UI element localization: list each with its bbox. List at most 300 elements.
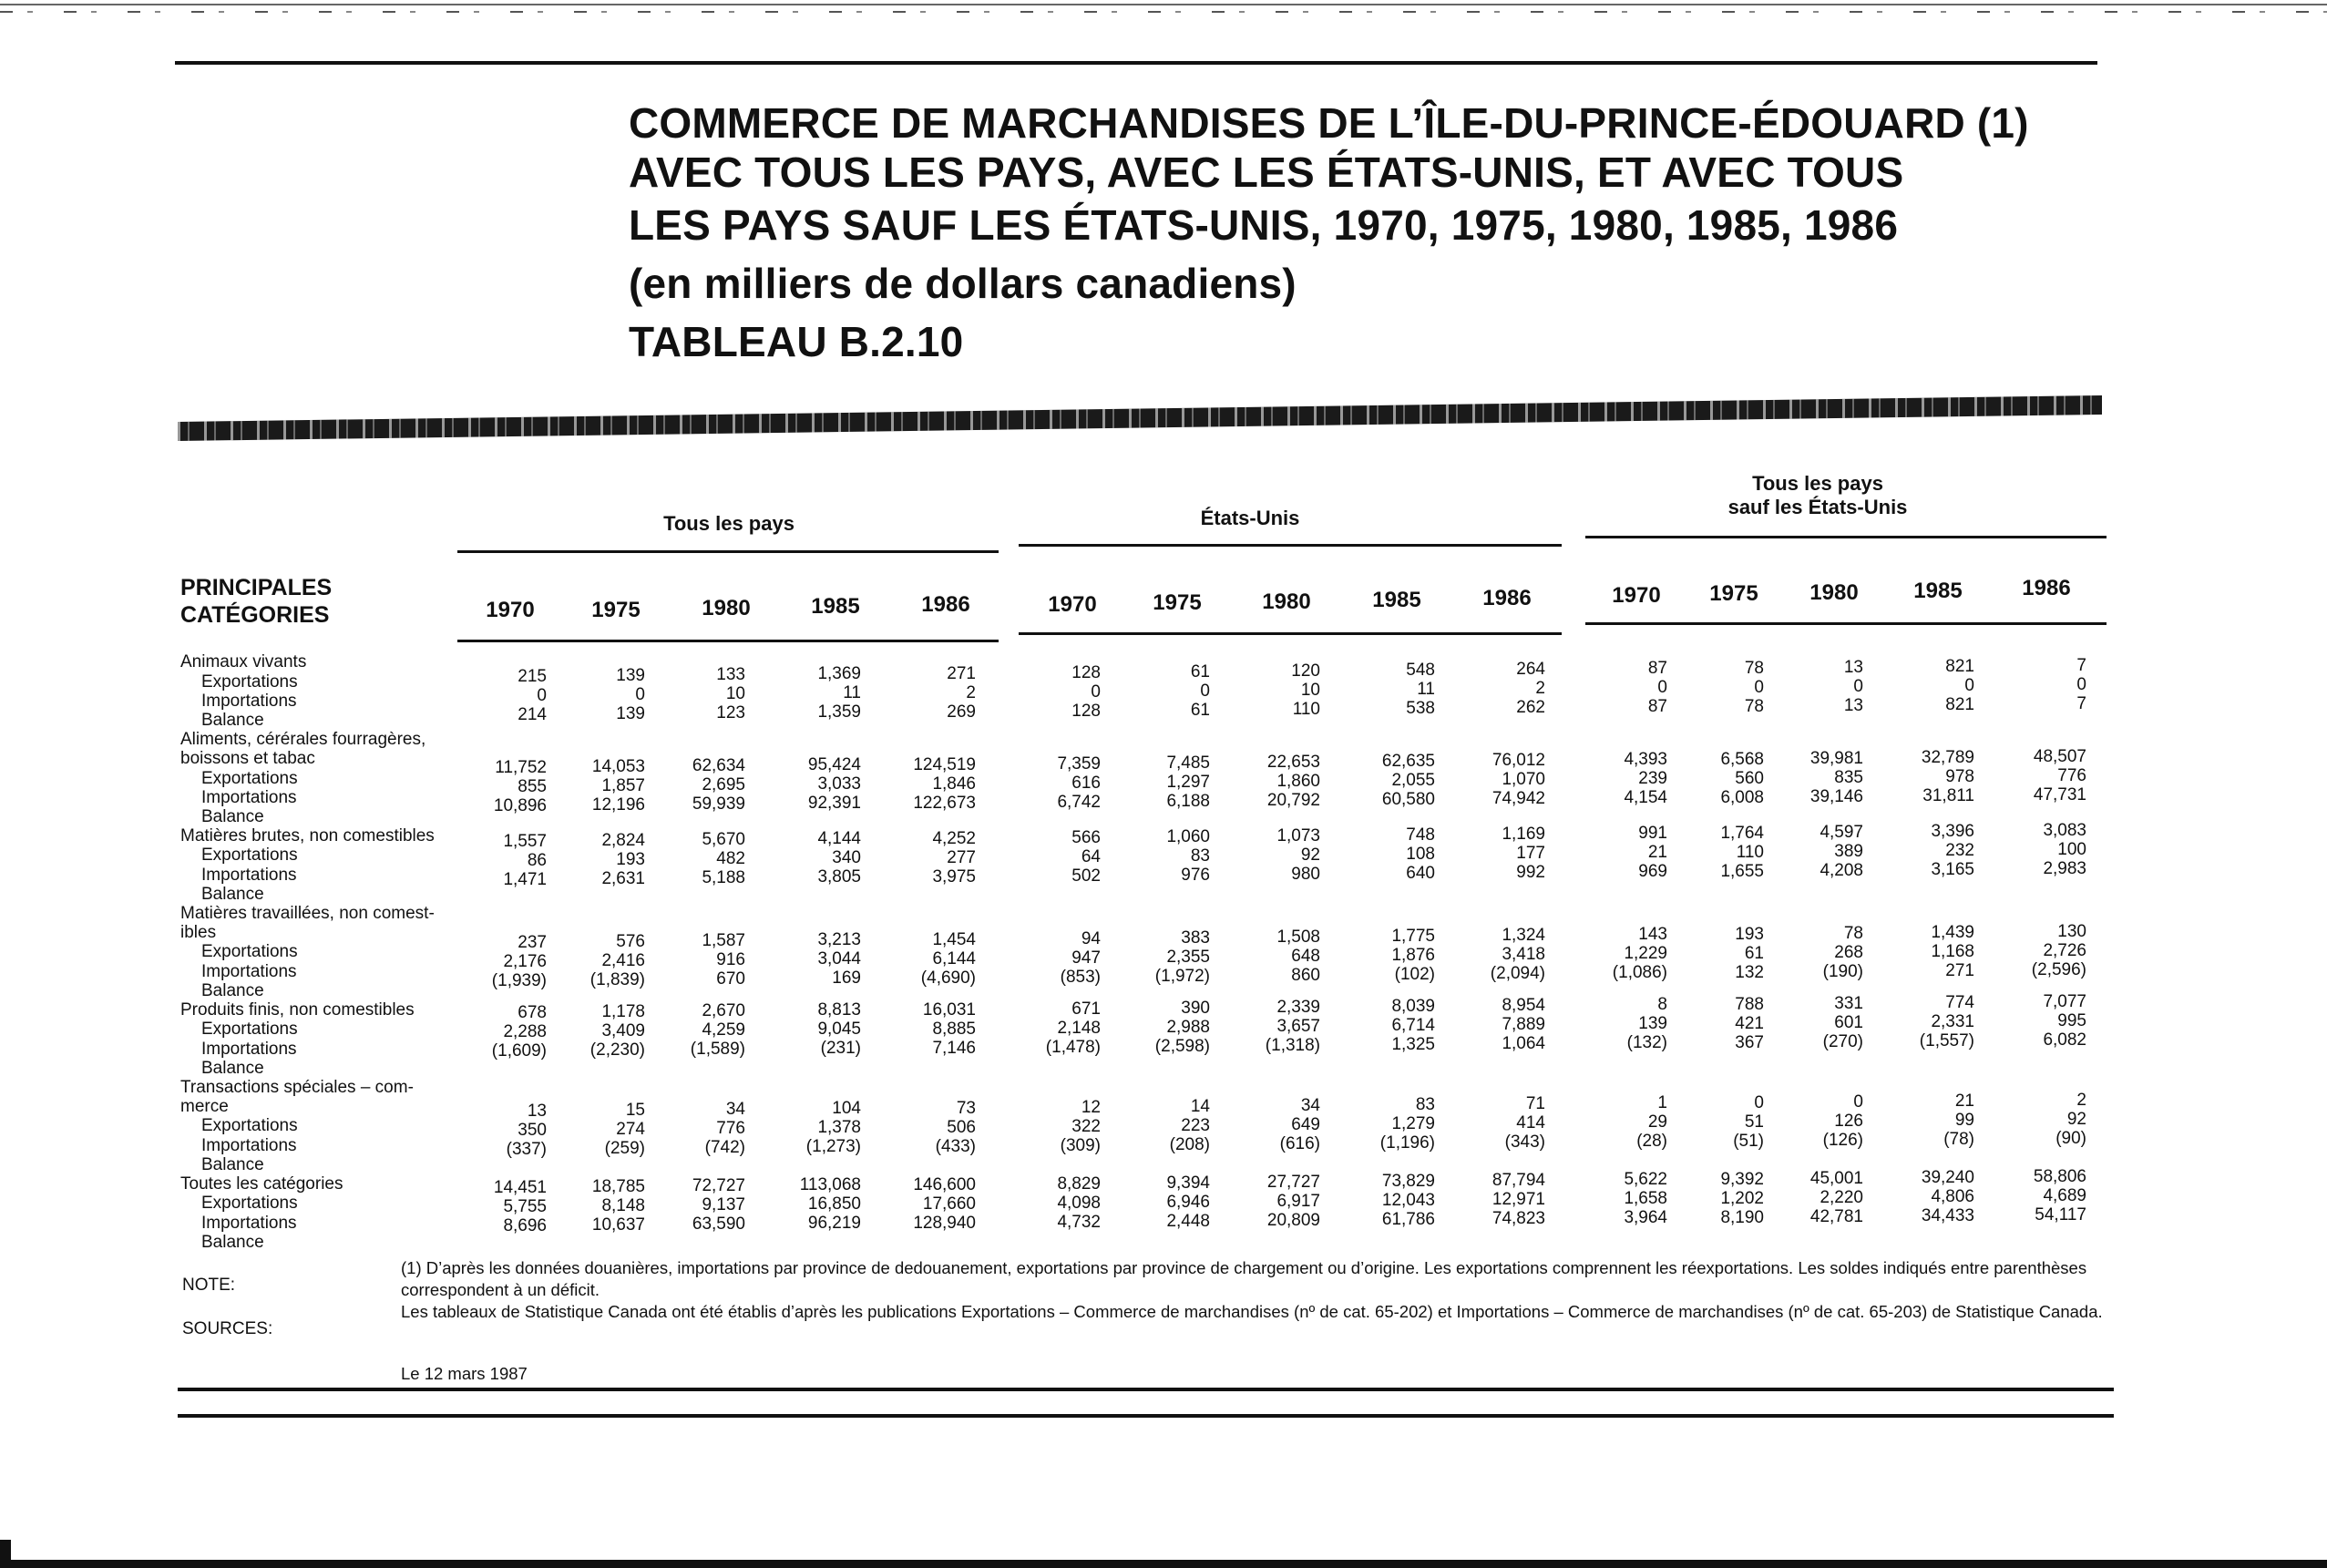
table-cell: 169 — [832, 968, 861, 988]
year-header: 1986 — [1482, 586, 1532, 610]
table-cell: 855 — [518, 777, 547, 796]
table-cell: 54,117 — [2035, 1205, 2086, 1225]
table-cell: 2,176 — [503, 952, 547, 971]
year-header: 1970 — [1612, 583, 1661, 608]
year-rule-1 — [457, 640, 999, 642]
table-cell: 367 — [1735, 1033, 1764, 1052]
year-header: 1975 — [591, 598, 641, 622]
table-cell: 239 — [1638, 769, 1667, 788]
category-header — [180, 574, 332, 629]
table-cell: 232 — [1945, 841, 1974, 860]
table-cell: 670 — [716, 969, 745, 989]
table-cell: 133 — [716, 665, 745, 684]
table-cell: 21 — [1954, 1091, 1974, 1111]
table-cell: 8,190 — [1720, 1208, 1764, 1227]
table-cell: 860 — [1291, 966, 1320, 985]
table-cell: 340 — [832, 848, 861, 867]
table-cell: 414 — [1516, 1113, 1545, 1132]
row-category-label: Transactions spéciales – com- — [180, 1078, 414, 1097]
table-cell: 20,809 — [1266, 1211, 1320, 1230]
table-cell: 193 — [1735, 925, 1764, 944]
table-cell: 8,954 — [1502, 996, 1545, 1015]
row-sublabel: Exportations — [201, 845, 298, 865]
table-cell: 8,813 — [817, 1000, 861, 1020]
table-cell: 7,146 — [932, 1039, 976, 1058]
table-cell: 92,391 — [807, 794, 861, 813]
table-cell: 1,229 — [1624, 944, 1667, 963]
table-cell: 969 — [1638, 862, 1667, 881]
table-cell: (2,596) — [2031, 960, 2086, 979]
table-cell: 0 — [1853, 1092, 1863, 1112]
table-cell: 1,060 — [1166, 827, 1210, 846]
table-cell: 215 — [518, 667, 547, 686]
table-cell: 17,660 — [922, 1194, 976, 1214]
table-cell: 268 — [1834, 943, 1863, 962]
table-cell: 4,144 — [817, 829, 861, 848]
row-sublabel: Importations — [201, 962, 297, 981]
row-sublabel: Exportations — [201, 672, 298, 692]
table-cell: 1,587 — [702, 931, 745, 950]
table-cell: 649 — [1291, 1115, 1320, 1134]
table-cell: 78 — [1744, 659, 1764, 678]
table-cell: 95,424 — [807, 755, 861, 774]
table-cell: 8,148 — [601, 1196, 645, 1215]
row-category-label: Aliments, cérérales fourragères, — [180, 730, 426, 749]
year-header: 1975 — [1709, 581, 1758, 606]
table-cell: 11,752 — [495, 758, 547, 777]
table-cell: 678 — [518, 1003, 547, 1022]
table-cell: 73 — [956, 1099, 976, 1118]
table-cell: 0 — [1964, 676, 1974, 695]
table-cell: 4,154 — [1624, 788, 1667, 807]
table-cell: 2,220 — [1820, 1188, 1863, 1207]
table-cell: 177 — [1516, 844, 1545, 863]
table-cell: 2,148 — [1057, 1019, 1101, 1038]
table-cell: 776 — [716, 1119, 745, 1138]
table-cell: 139 — [616, 704, 645, 723]
table-cell: 15 — [625, 1101, 645, 1120]
table-cell: 62,635 — [1381, 752, 1435, 771]
table-cell: (231) — [820, 1039, 861, 1058]
table-cell: 2 — [966, 683, 976, 702]
table-cell: 99 — [1954, 1111, 1974, 1130]
table-cell: 7,077 — [2043, 992, 2086, 1011]
table-cell: (1,839) — [589, 970, 645, 989]
table-cell: 1,064 — [1502, 1034, 1545, 1053]
table-cell: 34 — [1300, 1096, 1320, 1115]
table-cell: 16,031 — [922, 1000, 976, 1020]
table-cell: 0 — [2076, 675, 2086, 694]
table-cell: 39,146 — [1809, 787, 1863, 806]
table-cell: 2,331 — [1931, 1012, 1974, 1031]
title-line-4: (en milliers de dollars canadiens) — [629, 260, 1297, 307]
table-cell: 2,631 — [601, 869, 645, 888]
table-cell: 482 — [716, 849, 745, 868]
table-cell: 1,325 — [1391, 1035, 1435, 1054]
table-cell: 14,451 — [493, 1178, 547, 1197]
table-cell: 8,885 — [932, 1020, 976, 1039]
table-cell: 1,279 — [1391, 1114, 1435, 1133]
table-cell: 193 — [616, 850, 645, 869]
table-cell: 10 — [1300, 681, 1320, 700]
table-cell: 1,073 — [1276, 826, 1320, 845]
title-line-1: COMMERCE DE MARCHANDISES DE L’ÎLE-DU-PRINCE-ÉDOUARD (1) — [629, 99, 2029, 147]
table-cell: 6,082 — [2043, 1030, 2086, 1050]
table-cell: 648 — [1291, 947, 1320, 966]
table-cell: (1,273) — [805, 1137, 861, 1156]
table-cell: (1,086) — [1612, 963, 1667, 982]
table-cell: 64 — [1081, 847, 1101, 866]
table-cell: 14 — [1190, 1097, 1210, 1116]
table-cell: 995 — [2057, 1011, 2086, 1030]
table-cell: (208) — [1169, 1135, 1210, 1154]
table-cell: 1,070 — [1502, 770, 1545, 789]
row-sublabel: Importations — [201, 1214, 297, 1233]
table-cell: 9,394 — [1166, 1173, 1210, 1193]
note-label: NOTE: — [182, 1276, 236, 1295]
table-cell: 947 — [1071, 948, 1101, 968]
page-corner-mark — [0, 1540, 11, 1568]
title-line-2: AVEC TOUS LES PAYS, AVEC LES ÉTATS-UNIS, ET AVEC TOUS — [629, 149, 1904, 196]
year-rule-3 — [1585, 622, 2107, 625]
table-cell: 3,033 — [817, 774, 861, 794]
table-cell: 9,137 — [702, 1195, 745, 1214]
table-cell: 94 — [1081, 929, 1101, 948]
table-cell: 10,637 — [591, 1215, 645, 1235]
sources-label: SOURCES: — [182, 1319, 273, 1338]
table-cell: 538 — [1406, 699, 1435, 718]
table-cell: 271 — [1945, 961, 1974, 980]
year-header: 1975 — [1153, 590, 1202, 615]
table-cell: 48,507 — [2033, 747, 2086, 766]
row-category-label: Matières travaillées, non comest- — [180, 904, 435, 923]
table-cell: 3,396 — [1931, 822, 1974, 841]
table-cell: 83 — [1190, 846, 1210, 866]
note-text: (1) D’après les données douanières, importations par province de dedouanement, exportations par province de chargement ou d’origine. Les exportations comprennent les réexportations. Les soldes indiqués entre parenthèses correspondent à un déficit. — [401, 1258, 2087, 1299]
table-cell: (1,589) — [690, 1040, 745, 1059]
table-cell: (132) — [1626, 1033, 1667, 1052]
table-cell: 12,043 — [1381, 1191, 1435, 1210]
table-cell: 100 — [2057, 840, 2086, 859]
table-cell: (853) — [1060, 968, 1101, 987]
table-cell: 1,846 — [932, 774, 976, 794]
table-cell: 2,416 — [601, 951, 645, 970]
table-cell: 421 — [1735, 1014, 1764, 1033]
table-cell: 6,008 — [1720, 788, 1764, 807]
table-cell: (2,230) — [589, 1040, 645, 1060]
table-cell: 1,655 — [1720, 862, 1764, 881]
table-cell: 1,169 — [1502, 825, 1545, 844]
table-cell: (78) — [1943, 1130, 1974, 1149]
row-sublabel: Importations — [201, 1136, 297, 1155]
group-header-excluding-us — [1635, 472, 2000, 519]
table-cell: 2,339 — [1276, 998, 1320, 1017]
table-cell: 86 — [527, 851, 547, 870]
table-cell: (1,196) — [1379, 1133, 1435, 1153]
table-cell: (259) — [604, 1139, 645, 1158]
row-sublabel: Balance — [201, 1233, 264, 1252]
table-cell: 6,742 — [1057, 793, 1101, 812]
table-cell: 383 — [1181, 928, 1210, 948]
table-cell: 6,714 — [1391, 1016, 1435, 1035]
table-cell: 104 — [832, 1099, 861, 1118]
table-cell: 11 — [1417, 680, 1435, 699]
table-cell: 4,732 — [1057, 1213, 1101, 1232]
table-cell: 2,824 — [601, 831, 645, 850]
row-category-label: merce — [180, 1097, 229, 1116]
table-cell: 8,039 — [1391, 997, 1435, 1016]
table-cell: 350 — [518, 1121, 547, 1140]
row-sublabel: Balance — [201, 981, 264, 1000]
table-cell: 47,731 — [2033, 785, 2086, 804]
table-cell: 3,975 — [932, 867, 976, 886]
table-cell: 3,418 — [1502, 945, 1545, 964]
table-cell: 2,055 — [1391, 771, 1435, 790]
table-cell: 6,568 — [1720, 750, 1764, 769]
table-cell: 63,590 — [692, 1214, 745, 1234]
category-header-line: PRINCIPALES — [180, 575, 333, 600]
table-cell: 16,850 — [807, 1194, 861, 1214]
table-cell: 18,785 — [591, 1177, 645, 1196]
table-cell: 576 — [616, 932, 645, 951]
table-cell: 39,981 — [1809, 749, 1863, 768]
table-cell: 4,597 — [1820, 823, 1863, 842]
table-cell: 3,805 — [817, 867, 861, 886]
table-cell: 7,485 — [1166, 753, 1210, 773]
table-cell: 2,288 — [503, 1022, 547, 1041]
year-header: 1986 — [921, 592, 970, 617]
group-rule-2 — [1019, 544, 1562, 547]
table-cell: 12,196 — [591, 795, 645, 815]
table-cell: 776 — [2057, 766, 2086, 785]
table-cell: 122,673 — [913, 794, 976, 813]
table-cell: 21 — [1647, 843, 1667, 862]
table-cell: 980 — [1291, 865, 1320, 884]
table-cell: 58,806 — [2033, 1167, 2086, 1186]
table-cell: 61 — [1190, 701, 1210, 720]
table-cell: 9,392 — [1720, 1170, 1764, 1189]
row-category-label: Toutes les catégories — [180, 1174, 343, 1194]
table-cell: 0 — [1754, 678, 1764, 697]
table-cell: 6,946 — [1166, 1193, 1210, 1212]
table-cell: 0 — [1754, 1093, 1764, 1112]
row-sublabel: Exportations — [201, 769, 298, 788]
table-cell: 1,168 — [1931, 942, 1974, 961]
table-cell: 640 — [1406, 864, 1435, 883]
table-cell: 566 — [1071, 828, 1101, 847]
table-cell: (190) — [1822, 962, 1863, 981]
table-cell: 3,165 — [1931, 860, 1974, 879]
group-header-label: Tous les pays — [663, 512, 794, 535]
table-cell: 42,781 — [1809, 1207, 1863, 1226]
table-cell: 132 — [1735, 963, 1764, 982]
table-cell: 1,202 — [1720, 1189, 1764, 1208]
table-cell: 72,727 — [692, 1176, 745, 1195]
table-cell: (28) — [1636, 1132, 1667, 1151]
table-cell: 7,359 — [1057, 754, 1101, 774]
footer-rule — [178, 1414, 2114, 1418]
table-cell: (90) — [2055, 1129, 2086, 1148]
table-cell: 331 — [1834, 994, 1863, 1013]
table-cell: 1,454 — [932, 930, 976, 949]
table-cell: 39,240 — [1921, 1168, 1974, 1187]
table-cell: (1,972) — [1154, 967, 1210, 986]
table-cell: 991 — [1638, 824, 1667, 843]
top-edge-rule — [0, 4, 2327, 5]
table-cell: (270) — [1822, 1032, 1863, 1051]
table-cell: 32,789 — [1921, 748, 1974, 767]
table-cell: 51 — [1744, 1112, 1764, 1132]
table-cell: 1,557 — [503, 832, 547, 851]
table-cell: 123 — [716, 703, 745, 723]
table-cell: (126) — [1822, 1131, 1863, 1150]
table-cell: 976 — [1181, 866, 1210, 885]
table-cell: 1,857 — [601, 776, 645, 795]
row-sublabel: Exportations — [201, 942, 298, 961]
table-cell: 61,786 — [1381, 1210, 1435, 1229]
table-cell: 3,213 — [817, 930, 861, 949]
table-cell: 7 — [2076, 656, 2086, 675]
table-cell: 1,369 — [817, 664, 861, 683]
table-cell: (51) — [1733, 1132, 1764, 1151]
table-cell: (1,318) — [1265, 1036, 1320, 1055]
table-cell: 1,471 — [503, 870, 547, 889]
table-cell: 1,508 — [1276, 927, 1320, 947]
table-cell: 78 — [1843, 924, 1863, 943]
year-header: 1985 — [1372, 588, 1421, 612]
row-sublabel: Balance — [201, 807, 264, 826]
table-cell: 1,178 — [601, 1002, 645, 1021]
table-cell: 4,689 — [2043, 1186, 2086, 1205]
table-cell: 616 — [1071, 774, 1101, 793]
table-cell: 92 — [2066, 1110, 2086, 1129]
table-cell: 2 — [1535, 679, 1545, 698]
row-sublabel: Balance — [201, 1155, 264, 1174]
table-cell: 4,252 — [932, 829, 976, 848]
table-cell: (309) — [1060, 1136, 1101, 1155]
group-rule-3 — [1585, 536, 2107, 538]
row-category-label: ibles — [180, 923, 217, 942]
table-cell: 6,917 — [1276, 1192, 1320, 1211]
row-sublabel: Exportations — [201, 1194, 298, 1213]
table-cell: 12 — [1081, 1098, 1101, 1117]
table-cell: 2,355 — [1166, 948, 1210, 967]
table-cell: 1,359 — [817, 702, 861, 722]
table-cell: 748 — [1406, 825, 1435, 845]
table-cell: 502 — [1071, 866, 1101, 886]
table-cell: (1,557) — [1919, 1031, 1974, 1050]
table-cell: 2 — [2076, 1091, 2086, 1110]
row-sublabel: Balance — [201, 885, 264, 904]
table-cell: 2,670 — [702, 1001, 745, 1020]
table-cell: 78 — [1744, 697, 1764, 716]
table-cell: 271 — [947, 664, 976, 683]
table-cell: 4,098 — [1057, 1194, 1101, 1213]
table-cell: 6,144 — [932, 949, 976, 968]
table-cell: 264 — [1516, 660, 1545, 679]
table-cell: 31,811 — [1922, 786, 1974, 805]
group-rule-1 — [457, 550, 999, 553]
table-cell: 788 — [1735, 995, 1764, 1014]
table-cell: 1,439 — [1931, 923, 1974, 942]
row-category-label: Produits finis, non comestibles — [180, 1000, 415, 1020]
table-cell: 8,829 — [1057, 1174, 1101, 1194]
table-cell: 92 — [1300, 845, 1320, 865]
table-cell: 1,297 — [1166, 773, 1210, 792]
table-cell: 277 — [947, 848, 976, 867]
table-cell: 61 — [1744, 944, 1764, 963]
table-cell: 835 — [1834, 768, 1863, 787]
table-cell: 0 — [1091, 682, 1101, 702]
table-cell: 2,983 — [2043, 859, 2086, 878]
table-cell: 2,988 — [1166, 1018, 1210, 1037]
row-sublabel: Balance — [201, 711, 264, 730]
table-cell: (343) — [1504, 1132, 1545, 1152]
group-header-label: États-Unis — [1200, 507, 1300, 529]
table-cell: 601 — [1834, 1013, 1863, 1032]
table-cell: 821 — [1945, 657, 1974, 676]
table-cell: 3,083 — [2043, 821, 2086, 840]
table-cell: (4,690) — [920, 968, 976, 988]
year-header: 1980 — [1262, 589, 1311, 614]
table-cell: 1,764 — [1720, 824, 1764, 843]
group-header-all-countries — [547, 512, 911, 536]
table-cell: 96,219 — [807, 1214, 861, 1233]
table-cell: 774 — [1945, 993, 1974, 1012]
table-cell: 4,806 — [1931, 1187, 1974, 1206]
sources-text: Les tableaux de Statistique Canada ont été établis d’après les publications Exportations – Commerce de marchandises (nº de cat. 65-202) et Importations – Commerce de marchandises (nº de cat. 65-203) de Statistique Canada. — [401, 1302, 2103, 1321]
row-sublabel: Exportations — [201, 1020, 298, 1039]
table-cell: 61 — [1190, 662, 1210, 682]
table-cell: 2,448 — [1166, 1212, 1210, 1231]
table-cell: 4,393 — [1624, 750, 1667, 769]
table-cell: 5,670 — [702, 830, 745, 849]
table-cell: 60,580 — [1381, 790, 1435, 809]
row-sublabel: Importations — [201, 1040, 297, 1059]
table-cell: 130 — [2057, 922, 2086, 941]
row-category-label: boissons et tabac — [180, 749, 315, 768]
scan-artifact-top — [0, 11, 2327, 13]
table-cell: (1,939) — [491, 971, 547, 990]
table-cell: 110 — [1736, 843, 1764, 862]
table-cell: 120 — [1291, 661, 1320, 681]
table-cell: 20,792 — [1266, 791, 1320, 810]
table-cell: 74,942 — [1492, 789, 1545, 808]
year-header: 1980 — [1809, 580, 1859, 605]
table-cell: 992 — [1516, 863, 1545, 882]
table-cell: 146,600 — [913, 1175, 976, 1194]
table-cell: 5,622 — [1624, 1170, 1667, 1189]
table-cell: 1 — [1657, 1093, 1667, 1112]
table-cell: 5,188 — [702, 868, 745, 887]
table-cell: 390 — [1181, 999, 1210, 1018]
table-cell: (337) — [506, 1140, 547, 1159]
table-cell: 214 — [518, 705, 547, 724]
table-cell: 87 — [1647, 697, 1667, 716]
table-cell: (1,609) — [491, 1041, 547, 1061]
table-cell: 13 — [1843, 696, 1863, 715]
table-cell: 5,755 — [503, 1197, 547, 1216]
row-category-label: Matières brutes, non comestibles — [180, 826, 435, 845]
table-cell: 8,696 — [503, 1216, 547, 1235]
group-header-label-2: sauf les États-Unis — [1727, 496, 1908, 518]
year-header: 1970 — [1048, 592, 1097, 617]
table-cell: 29 — [1647, 1112, 1667, 1132]
table-cell: 34,433 — [1921, 1206, 1974, 1225]
table-cell: 3,044 — [817, 949, 861, 968]
group-header-label: Tous les pays — [1752, 472, 1883, 495]
table-cell: 124,519 — [913, 755, 976, 774]
